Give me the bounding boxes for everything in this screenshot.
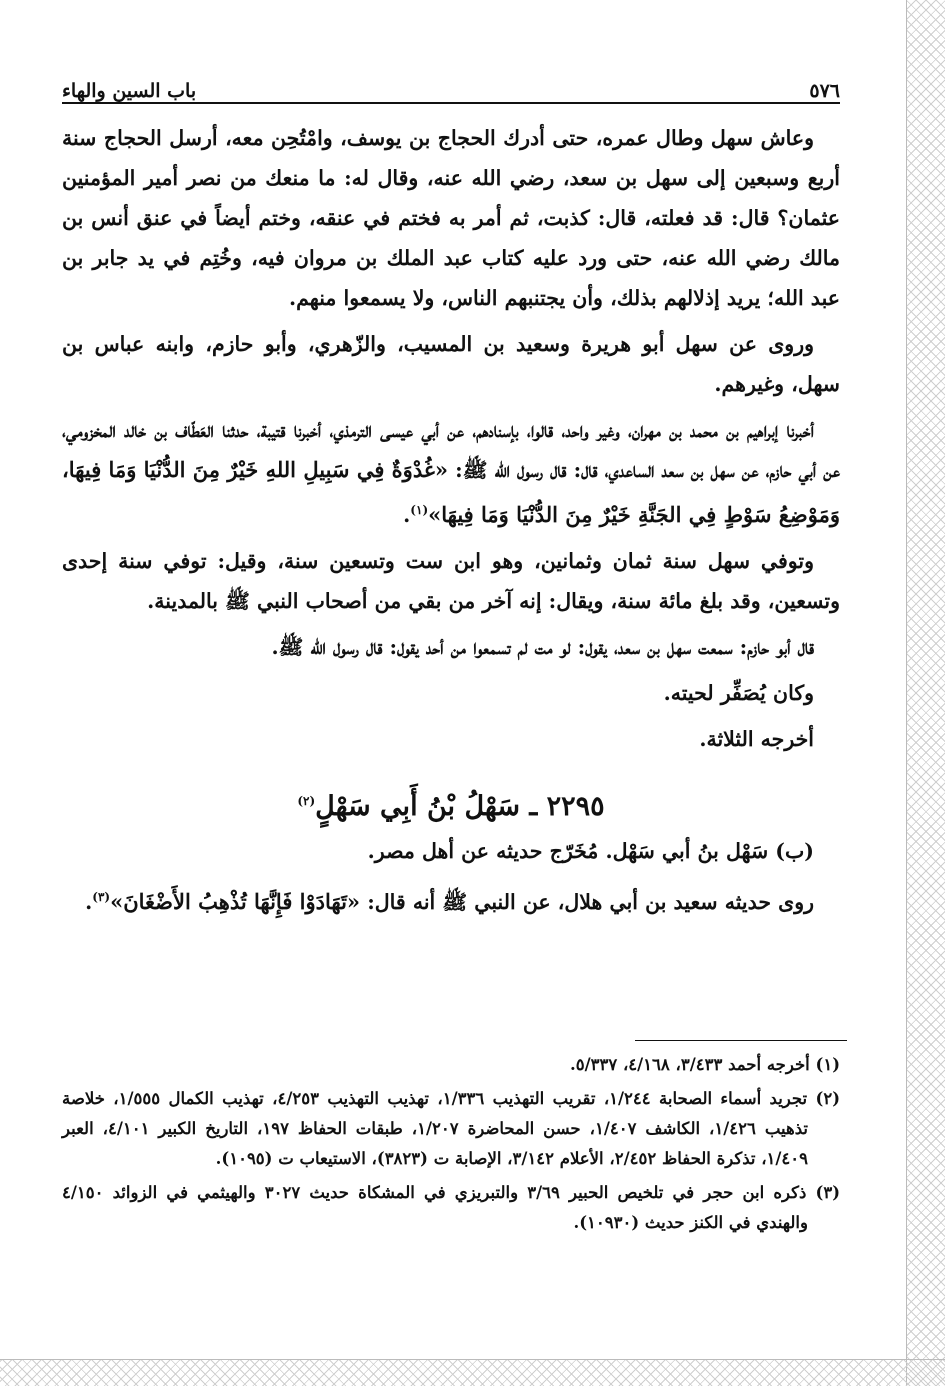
main-text xyxy=(62,118,840,928)
paragraph-2: وروى عن سهل أبو هريرة وسعيد بن المسيب، والزّهري، وأبو حازم، وابنه عباس بن سهل، وغيرهم. xyxy=(62,332,840,396)
footnote-ref-1: (١) xyxy=(410,503,429,517)
decorative-border-right xyxy=(906,0,945,1386)
paragraph-1: وعاش سهل وطال عمره، حتى أدرك الحجاج بن يوسف، وامْتُحِن معه، أرسل الحجاج سنة أربع وسبعين إلى سهل بن سعد، رضي الله عنه، وقال له: ما منعك من نصر أمير المؤمنين عثمان؟ قال: قد فعلته، قال: كذبت، ثم أمر به فختم في عنقه، وختم أيضاً في عنق أنس بن مالك رضي الله عنه، حتى ورد عليه كتاب عبد الملك بن مروان فيه، وخُتِم في يد جابر بن عبد الله؛ يريد إذلالهم بذلك، وأن يجتنبهم الناس، ولا يسمعوا منهم. xyxy=(62,126,840,310)
entry-title-text: ٢٢٩٥ ـ سَهْلُ بْنُ أَبِي سَهْلٍ xyxy=(315,790,605,822)
paragraph-7: أخرجه الثلاثة. xyxy=(699,726,814,751)
hadith-quote-1: «غُدْوَةٌ فِي سَبِيلِ اللهِ خَيْرٌ مِنَ الدُّنْيَا وَمَا فِيهَا، وَمَوْضِعُ سَوْطٍ فِي الجَنَّةِ خَيْرٌ مِنَ الدُّنْيَا وَمَا فِيهَا» xyxy=(62,457,840,527)
footnote-3: (٣) ذكره ابن حجر في تلخيص الحبير ٣/٦٩ والتبريزي في المشكاة حديث ٣٠٢٧ والهيثمي في الزوائد ٤/١٥٠ والهندي في الكنز حديث (١٠٩٣٠). xyxy=(62,1183,840,1232)
entry-title xyxy=(62,781,840,827)
paragraph-9: روى حديثه سعيد بن أبي هلال، عن النبي ﷺ أنه قال: «تَهَادَوْا فَإِنَّهَا تُذْهِبُ الأَضْغَانَ»$^{(٣)}$. xyxy=(85,888,814,914)
footnote-2: (٢) تجريد أسماء الصحابة ١/٢٤٤، تقريب التهذيب ١/٣٣٦، تهذيب التهذيب ٤/٢٥٣، تهذيب الكمال ١/٥٥٥، خلاصة تذهيب ١/٤٢٦، الكاشف ١/٤٠٧، حسن المحاضرة ١/٢٠٧، طبقات الحفاظ ١٩٧، التاريخ الكبير ٤/١٠١، العبر ١/٤٠٩، تذكرة الحفاظ ٢/٤٥٢، الأعلام ٣/١٤٢، الإصابة ت (٣٨٢٣)، الاستيعاب ت (١٠٩٥). xyxy=(62,1089,841,1168)
page-number: ٥٧٦ xyxy=(809,80,840,102)
hadith-quote-2: «تَهَادَوْا فَإِنَّهَا تُذْهِبُ الأَضْغَانَ» xyxy=(110,888,361,914)
footnote-ref-3: (٣) xyxy=(92,889,111,904)
paragraph-3: أخبرنا إبراهيم بن محمد بن مهران، وغير واحد، قالوا، بإسنادهم، عن أبي عيسى الترمذي، أخبرنا قتيبة، حدثنا العَطّاف بن خالد المخزومي، عن أبي حازم، عن سهل بن سعد الساعدي، قال: قال رسول الله ﷺ: «غُدْوَةٌ فِي سَبِيلِ اللهِ خَيْرٌ مِنَ الدُّنْيَا وَمَا فِيهَا، وَمَوْضِعُ سَوْطٍ فِي الجَنَّةِ خَيْرٌ مِنَ الدُّنْيَا وَمَا فِيهَا»$^{(١)}$. xyxy=(62,418,841,527)
paragraph-4: وتوفي سهل سنة ثمان وثمانين، وهو ابن ست وتسعين سنة، وقيل: توفي سنة إحدى وتسعين، وقد بلغ مائة سنة، ويقال: إنه آخر من بقي من أصحاب النبي ﷺ بالمدينة. xyxy=(62,548,840,613)
paragraph-5: قال أبو حازم: سمعت سهل بن سعد، يقول: لو مت لم تسمعوا من أحد يقول: قال رسول الله ﷺ. xyxy=(271,634,814,659)
paragraph-8: (ب) سَهْل بنُ أبي سَهْل. مُخَرّج حديثه عن أهل مصر. xyxy=(367,838,814,863)
page-header xyxy=(62,74,840,104)
footnote-1: (١) أخرجه أحمد ٣/٤٣٣، ٤/١٦٨، ٥/٣٣٧. xyxy=(569,1055,840,1074)
footnotes xyxy=(62,1050,840,1242)
paragraph-9-text: روى حديثه سعيد بن أبي هلال، عن النبي ﷺ أنه قال: xyxy=(367,889,814,914)
paragraph-6: وكان يُصَفِّر لحيته. xyxy=(663,680,814,705)
paragraph-3-text: أخبرنا إبراهيم بن محمد بن مهران، وغير واحد، قالوا، بإسنادهم، عن أبي عيسى الترمذي، أخبرنا قتيبة، حدثنا العَطّاف بن خالد المخزومي، عن أبي حازم، عن سهل بن سعد الساعدي، قال: قال رسول الله ﷺ: xyxy=(62,418,841,482)
footnote-ref-2: (٢) xyxy=(297,793,316,808)
chapter-title: باب السين والهاء xyxy=(62,80,197,102)
footnote-divider xyxy=(635,1040,847,1041)
decorative-border-bottom xyxy=(0,1359,945,1386)
